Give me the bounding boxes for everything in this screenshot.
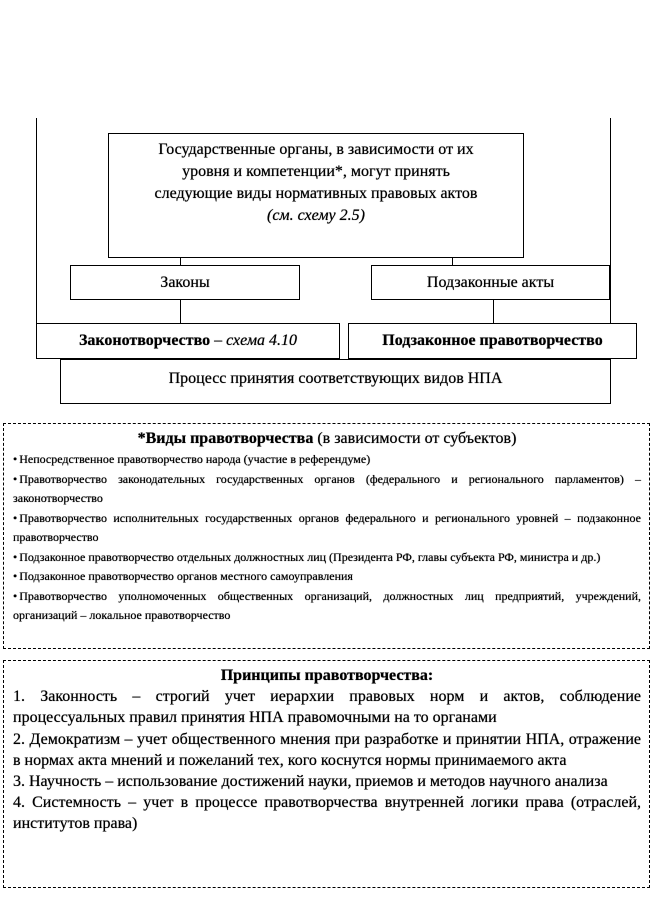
connector-top-to-laws: [180, 258, 181, 265]
principle-item-science: 3. Научность – использование достижений науки, приемов и методов научного анализа: [13, 773, 608, 791]
laws-label: Законы: [160, 274, 210, 291]
list-item: [13, 509, 641, 548]
subordinate-lawmaking-box: [348, 323, 637, 359]
list-item-text: Непосредственное правотворчество народа (участие в референдуме): [19, 452, 371, 466]
bullet-icon: •: [13, 452, 18, 466]
principles-box: [3, 660, 650, 888]
lawmaking-types-title: [13, 429, 641, 449]
subordinate-acts-box: [371, 265, 610, 300]
list-item: [13, 548, 641, 568]
bullet-icon: •: [13, 471, 18, 486]
list-item: [13, 470, 641, 509]
bullet-icon: •: [13, 549, 18, 564]
state-bodies-line-1: Государственные органы, в зависимости от их: [158, 141, 474, 158]
left-frame-line: [36, 118, 37, 323]
lawmaking-dash: –: [210, 332, 227, 349]
subordinate-lawmaking-label: Подзаконное правотворчество: [382, 332, 603, 349]
list-item: [13, 450, 641, 470]
principle-item-legality: 1. Законность – строгий учет иерархии правовых норм и актов, соблюдение процессуальных правил принятия НПА правомочными на то органами: [13, 688, 641, 727]
list-item: [13, 567, 641, 587]
list-item: [13, 587, 641, 626]
list-item-text: Подзаконное правотворчество органов местного самоуправления: [19, 569, 353, 583]
lawmaking-types-box: [3, 423, 650, 649]
subordinate-acts-label: Подзаконные акты: [426, 274, 555, 291]
list-item-text: Правотворчество уполномоченных общественных организаций, должностных лиц предприятий, учреждений, организаций – локальное правотворчество: [13, 588, 641, 622]
state-bodies-line-3: следующие виды нормативных правовых актов: [154, 185, 478, 202]
right-frame-line: [610, 118, 611, 323]
principle-item-systemic: 4. Системность – учет в процессе правотворчества внутренней логики права (отраслей, институтов права): [13, 794, 641, 833]
process-label: Процесс принятия соответствующих видов НПА: [168, 370, 503, 387]
connector-laws-to-lawmaking: [180, 300, 181, 323]
lawmaking-scheme-ref: схема 4.10: [226, 332, 298, 349]
principle-item-democracy: 2. Демократизм – учет общественного мнения при разработке и принятии НПА, отражение в нормах акта мнений и пожеланий тех, кого коснутся нормы принимаемого акта: [13, 730, 641, 769]
list-item-text: Правотворчество исполнительных государственных органов федерального и регионального уровней – подзаконное правотворчество: [13, 510, 641, 544]
state-bodies-line-2: уровня и компетенции*, могут принять: [182, 163, 450, 180]
list-item-text: Подзаконное правотворчество отдельных должностных лиц (Президента РФ, главы субъекта РФ, министра и др.): [19, 549, 601, 564]
connector-top-to-subordinate: [452, 258, 453, 265]
lawmaking-types-title-rest: (в зависимости от субъектов): [313, 430, 517, 447]
state-bodies-box: [108, 133, 524, 258]
list-item-text: Правотворчество законодательных государственных органов (федерального и регионального парламентов) – законотворчество: [13, 471, 641, 505]
bullet-icon: •: [13, 588, 18, 603]
lawmaking-types-title-bold: *Виды правотворчества: [137, 430, 314, 447]
lawmaking-label: Законотворчество: [78, 332, 211, 349]
process-box: [60, 359, 611, 404]
lawmaking-box: [36, 323, 340, 359]
bullet-icon: •: [13, 569, 18, 583]
bullet-icon: •: [13, 510, 18, 525]
scheme-reference: (см. схему 2.5): [267, 207, 365, 224]
connector-subordinate-to-sublaw: [493, 300, 494, 323]
laws-box: [70, 265, 300, 300]
principles-title: Принципы правотворчества:: [220, 667, 434, 684]
